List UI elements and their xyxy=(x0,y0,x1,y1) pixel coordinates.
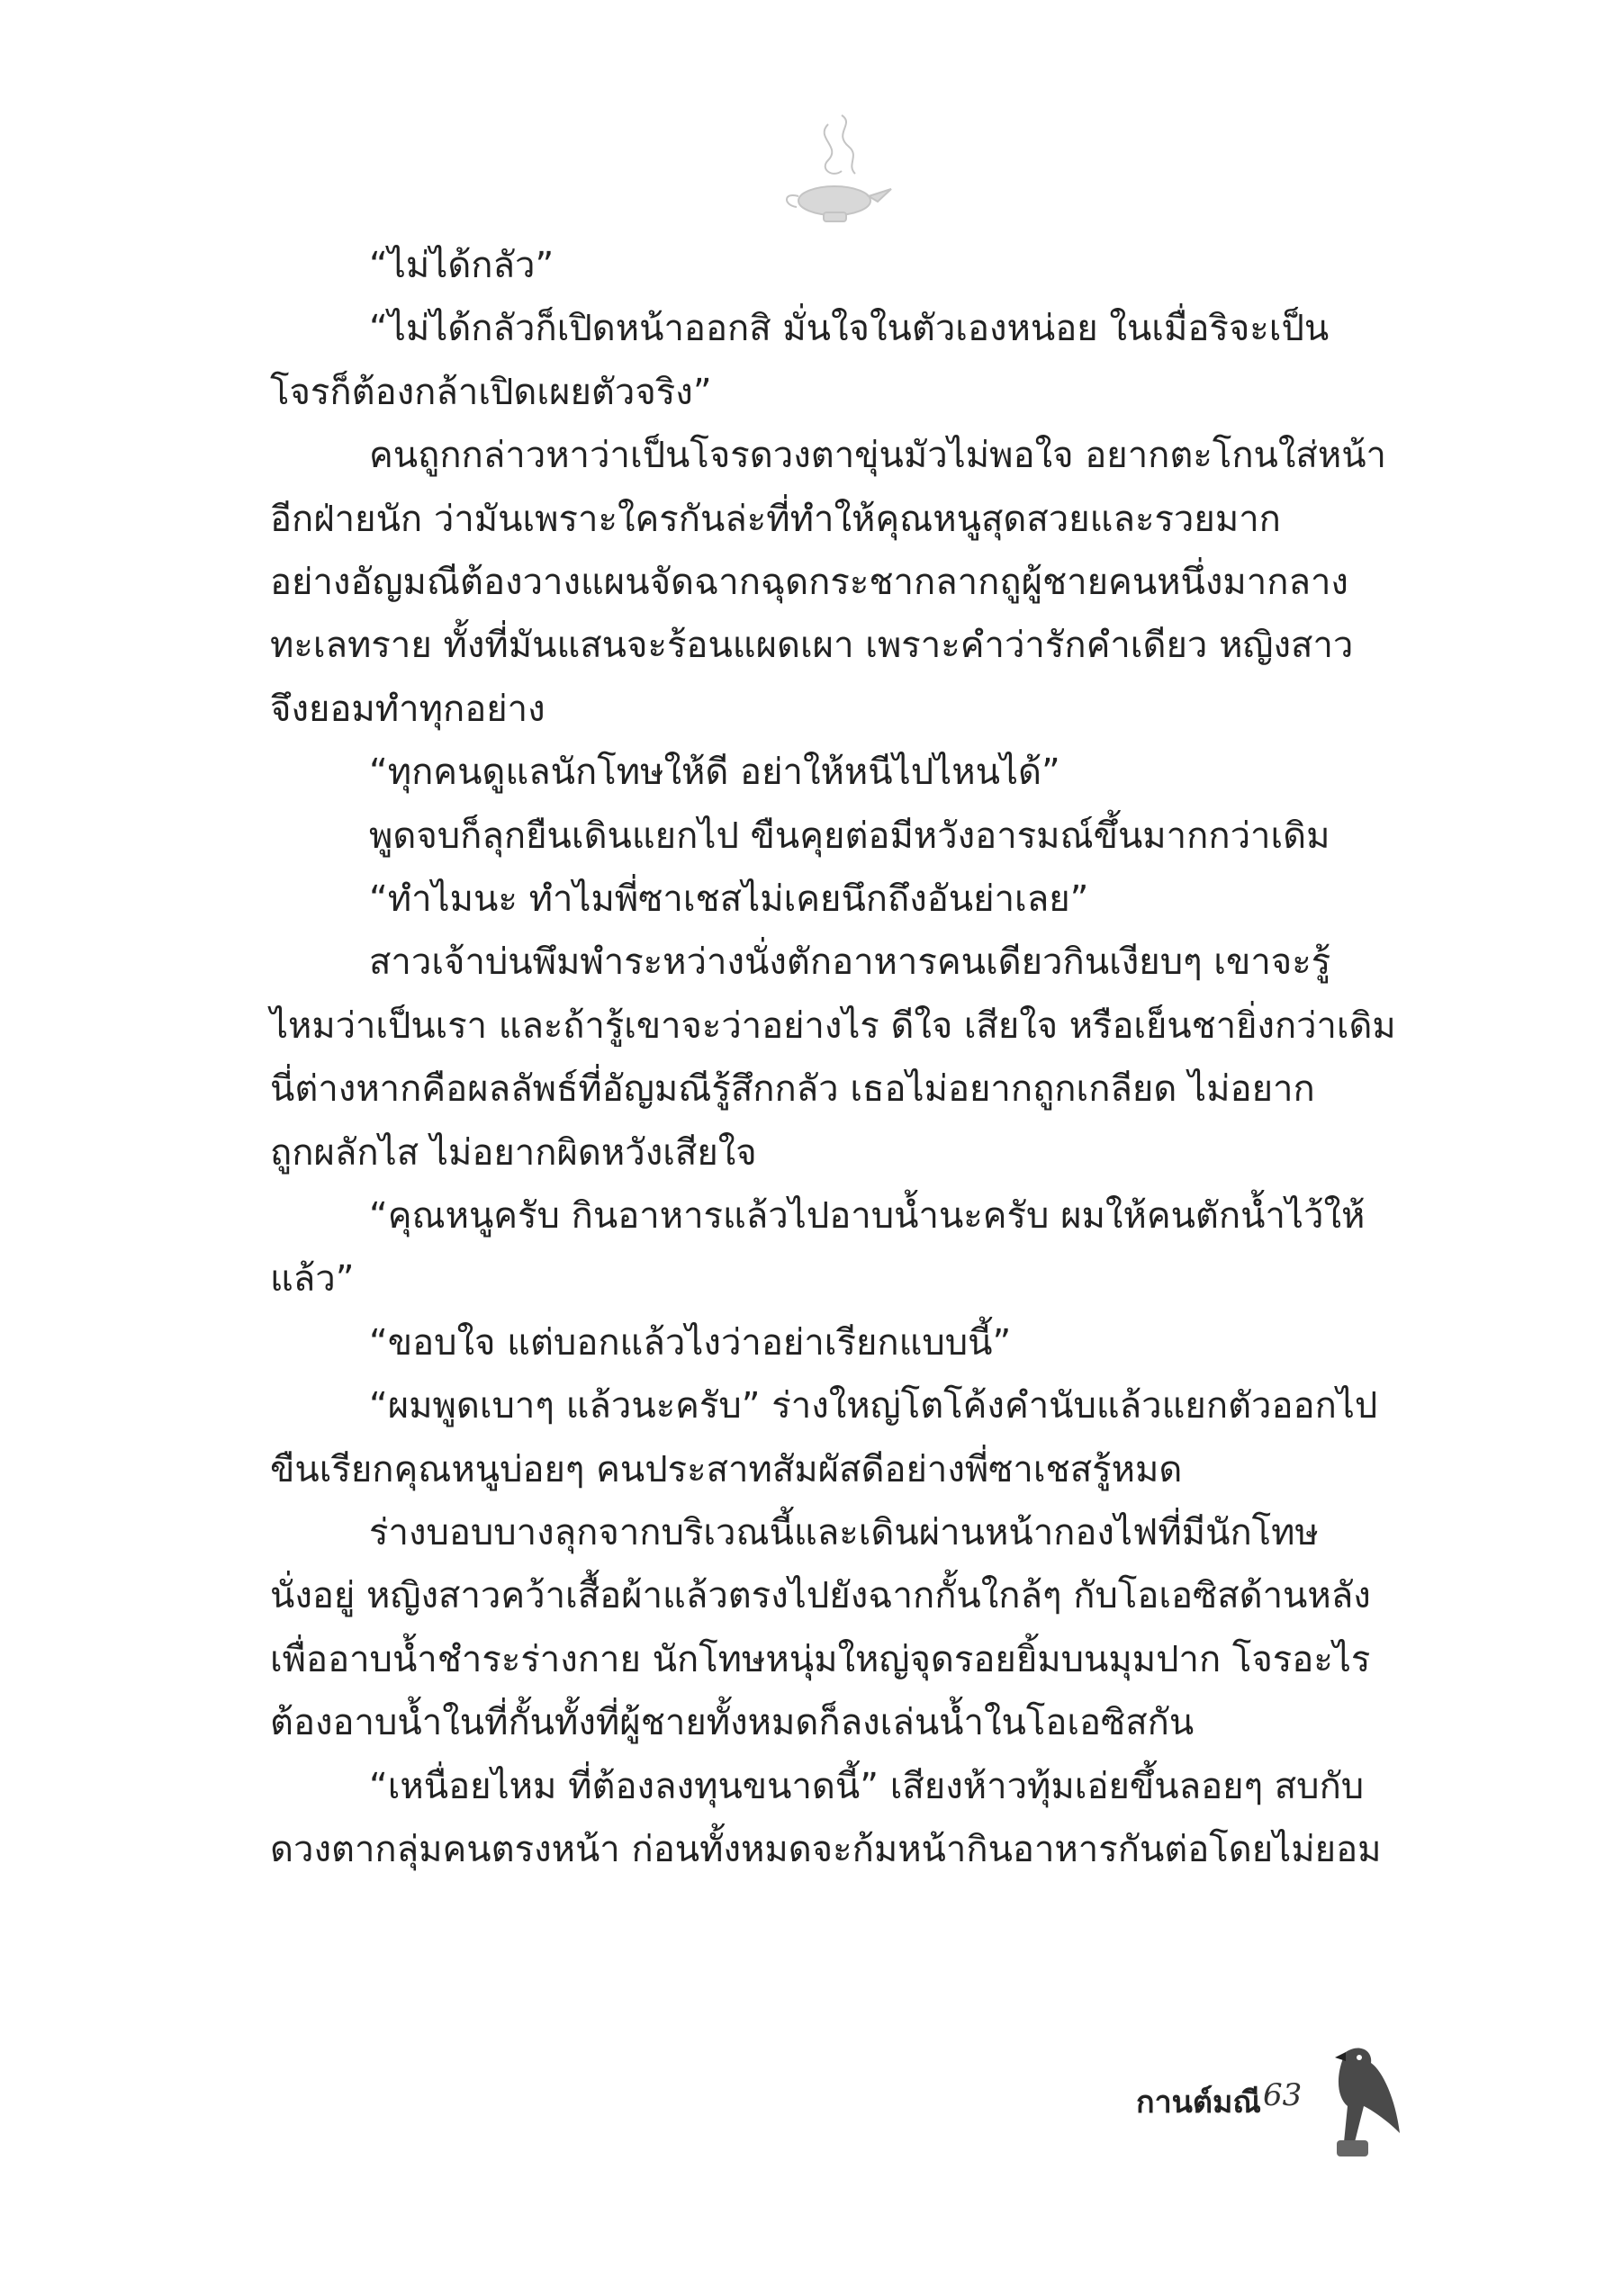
text-line: ไหมว่าเป็นเรา และถ้ารู้เขาจะว่าอย่างไร ดีใจ เสียใจ หรือเย็นชายิ่งกว่าเดิม xyxy=(270,1004,1396,1047)
text-line: อีกฝ่ายนัก ว่ามันเพราะใครกันล่ะที่ทำให้คุณหนูสุดสวยและรวยมาก xyxy=(270,498,1281,540)
text-line: ทะเลทราย ทั้งที่มันแสนจะร้อนแผดเผา เพราะคำว่ารักคำเดียว หญิงสาว xyxy=(270,625,1354,667)
text-line: นั่งอยู่ หญิงสาวคว้าเสื้อผ้าแล้วตรงไปยังฉากกั้นใกล้ๆ กับโอเอซิสด้านหลัง xyxy=(270,1575,1371,1617)
text-line: นี่ต่างหากคือผลลัพธ์ที่อัญมณีรู้สึกกลัว เธอไม่อยากถูกเกลียด ไม่อยาก xyxy=(270,1068,1315,1111)
text-line: ร่างบอบบางลุกจากบริเวณนี้และเดินผ่านหน้ากองไฟที่มีนักโทษ xyxy=(369,1512,1319,1553)
text-line: “ทุกคนดูแลนักโทษให้ดี อย่าให้หนีไปไหนได้” xyxy=(369,752,1060,794)
page-number: 63 xyxy=(1263,2077,1303,2113)
text-line: จึงยอมทำทุกอย่าง xyxy=(270,688,546,730)
text-line: “ขอบใจ แต่บอกแล้วไงว่าอย่าเรียกแบบนี้” xyxy=(369,1321,1012,1364)
text-line: “ไม่ได้กลัว” xyxy=(369,245,555,286)
text-line: สาวเจ้าบ่นพึมพำระหว่างนั่งตักอาหารคนเดียวกินเงียบๆ เขาจะรู้ xyxy=(369,941,1331,984)
text-line: คนถูกกล่าวหาว่าเป็นโจรดวงตาขุ่นมัวไม่พอใจ อยากตะโกนใส่หน้า xyxy=(369,435,1386,477)
text-line: พูดจบก็ลุกยืนเดินแยกไป ขืนคุยต่อมีหวังอารมณ์ขึ้นมากกว่าเดิม xyxy=(369,815,1330,857)
text-line: “ผมพูดเบาๆ แล้วนะครับ” ร่างใหญ่โตโค้งคำนับแล้วแยกตัวออกไป xyxy=(369,1385,1378,1427)
text-line: “เหนื่อยไหม ที่ต้องลงทุนขนาดนี้” เสียงห้าวทุ้มเอ่ยขึ้นลอยๆ สบกับ xyxy=(369,1765,1365,1807)
text-line: ต้องอาบน้ำในที่กั้นทั้งที่ผู้ชายทั้งหมดก็ลงเล่นน้ำในโอเอซิสกัน xyxy=(270,1702,1195,1744)
footer-book-title: กานต์มณี xyxy=(1136,2084,1261,2120)
text-line: “ทำไมนะ ทำไมพี่ซาเชสไม่เคยนึกถึงอันย่าเลย” xyxy=(369,878,1089,920)
text-line: ขืนเรียกคุณหนูบ่อยๆ คนประสาทสัมผัสดีอย่างพี่ซาเชสรู้หมด xyxy=(270,1448,1183,1490)
text-line: โจรก็ต้องกล้าเปิดเผยตัวจริง” xyxy=(270,371,712,413)
lamp-ornament-icon xyxy=(779,106,896,232)
hawk-icon xyxy=(1310,2034,1409,2160)
text-line: เพื่ออาบน้ำชำระร่างกาย นักโทษหนุ่มใหญ่จุดรอยยิ้มบนมุมปาก โจรอะไร xyxy=(270,1638,1371,1680)
text-line: อย่างอัญมณีต้องวางแผนจัดฉากฉุดกระชากลากถูผู้ชายคนหนึ่งมากลาง xyxy=(270,562,1348,603)
text-line: ดวงตากลุ่มคนตรงหน้า ก่อนทั้งหมดจะก้มหน้ากินอาหารกันต่อโดยไม่ยอม xyxy=(270,1829,1382,1870)
text-line: “ไม่ได้กลัวก็เปิดหน้าออกสิ มั่นใจในตัวเองหน่อย ในเมื่อริจะเป็น xyxy=(369,308,1330,350)
text-line: แล้ว” xyxy=(270,1258,355,1301)
text-line: ถูกผลักไส ไม่อยากผิดหวังเสียใจ xyxy=(270,1131,757,1174)
text-line: “คุณหนูครับ กินอาหารแล้วไปอาบน้ำนะครับ ผมให้คนตักน้ำไว้ให้ xyxy=(369,1195,1366,1237)
